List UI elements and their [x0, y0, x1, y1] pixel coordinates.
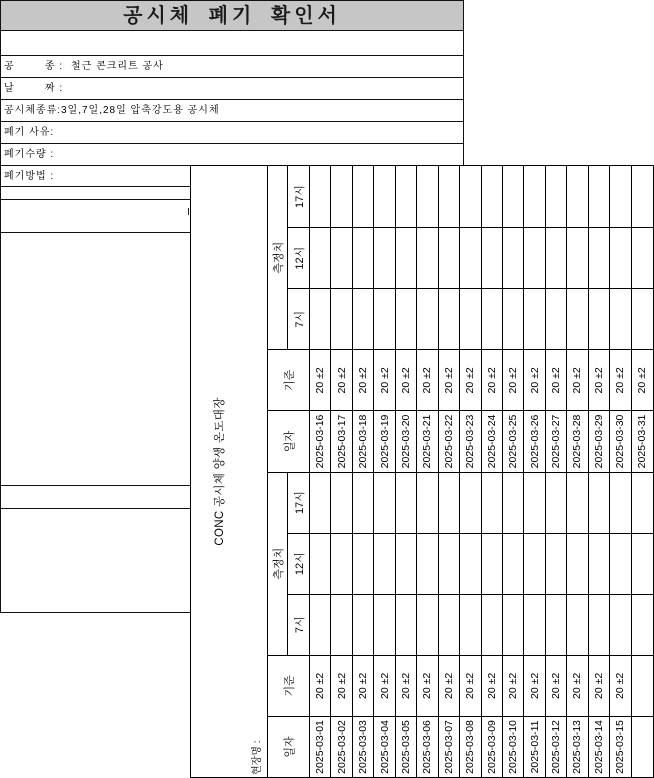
- hour-12-header-right: 12시: [288, 227, 310, 288]
- left-standard-cell: 20 ±2: [439, 655, 460, 716]
- left-standard-cell: 20 ±2: [524, 655, 545, 716]
- left-reading-17h-cell: [460, 472, 481, 533]
- left-date-cell: 2025-03-05: [396, 716, 417, 777]
- left-reading-7h-cell: [331, 594, 352, 655]
- right-reading-12h-cell: [503, 227, 524, 288]
- log-title: CONC 공시체 양생 온도대장: [214, 397, 226, 546]
- disposal-reason-label: 폐기 사유:: [4, 127, 55, 138]
- left-standard-cell: 20 ±2: [331, 655, 352, 716]
- work-type-value: 철근 콘크리트 공사: [71, 61, 164, 72]
- field-row-work-type: [1, 55, 463, 77]
- right-date-cell: 2025-03-24: [482, 410, 503, 471]
- left-reading-12h-cell: [524, 533, 545, 594]
- right-date-cell: 2025-03-31: [632, 410, 653, 471]
- right-reading-12h-cell: [589, 227, 610, 288]
- left-standard-cell: 20 ±2: [589, 655, 610, 716]
- left-reading-17h-cell: [524, 472, 545, 533]
- title-bar: [1, 1, 463, 31]
- field-row-specimen-type: [1, 99, 463, 121]
- right-standard-cell: 20 ±2: [439, 349, 460, 410]
- field-row-disposal-quantity: [1, 143, 463, 165]
- right-standard-cell: 20 ±2: [503, 349, 524, 410]
- left-reading-12h-cell: [632, 533, 653, 594]
- left-reading-17h-cell: [503, 472, 524, 533]
- left-reading-17h-cell: [439, 472, 460, 533]
- right-standard-cell: 20 ±2: [589, 349, 610, 410]
- right-standard-cell: 20 ±2: [567, 349, 588, 410]
- specimen-type-value: 3일,7일,28일 압축강도용 공시체: [61, 105, 220, 116]
- left-reading-7h-cell: [439, 594, 460, 655]
- hour-12-header-left: 12시: [288, 533, 310, 594]
- measured-header-left: 측정치: [268, 472, 288, 655]
- left-standard-cell: 20 ±2: [482, 655, 503, 716]
- right-reading-12h-cell: [460, 227, 481, 288]
- right-reading-12h-cell: [310, 227, 331, 288]
- left-reading-12h-cell: [610, 533, 631, 594]
- right-date-cell: 2025-03-20: [396, 410, 417, 471]
- right-reading-12h-cell: [439, 227, 460, 288]
- right-standard-cell: 20 ±2: [610, 349, 631, 410]
- right-reading-17h-cell: [331, 166, 352, 227]
- right-date-cell: 2025-03-26: [524, 410, 545, 471]
- hour-7-header-right: 7시: [288, 288, 310, 349]
- right-reading-17h-cell: [482, 166, 503, 227]
- left-reading-17h-cell: [331, 472, 352, 533]
- left-reading-12h-cell: [374, 533, 395, 594]
- right-reading-7h-cell: [310, 288, 331, 349]
- right-reading-7h-cell: [417, 288, 438, 349]
- right-date-cell: 2025-03-21: [417, 410, 438, 471]
- right-standard-cell: 20 ±2: [482, 349, 503, 410]
- left-reading-7h-cell: [524, 594, 545, 655]
- disposal-method-label: 폐기방법 :: [4, 171, 55, 182]
- left-reading-12h-cell: [567, 533, 588, 594]
- left-reading-17h-cell: [374, 472, 395, 533]
- right-date-cell: 2025-03-17: [331, 410, 352, 471]
- right-reading-12h-cell: [632, 227, 653, 288]
- right-reading-17h-cell: [546, 166, 567, 227]
- right-date-cell: 2025-03-18: [353, 410, 374, 471]
- left-reading-7h-cell: [460, 594, 481, 655]
- left-date-cell: 2025-03-01: [310, 716, 331, 777]
- left-reading-7h-cell: [567, 594, 588, 655]
- left-reading-7h-cell: [589, 594, 610, 655]
- right-standard-cell: 20 ±2: [524, 349, 545, 410]
- right-reading-7h-cell: [610, 288, 631, 349]
- left-date-cell: 2025-03-14: [589, 716, 610, 777]
- left-reading-12h-cell: [460, 533, 481, 594]
- left-reading-12h-cell: [310, 533, 331, 594]
- left-date-cell: [632, 716, 653, 777]
- left-reading-17h-cell: [353, 472, 374, 533]
- right-reading-7h-cell: [524, 288, 545, 349]
- right-standard-cell: 20 ±2: [546, 349, 567, 410]
- right-reading-12h-cell: [353, 227, 374, 288]
- right-reading-17h-cell: [503, 166, 524, 227]
- left-reading-12h-cell: [439, 533, 460, 594]
- right-reading-12h-cell: [482, 227, 503, 288]
- left-standard-cell: 20 ±2: [503, 655, 524, 716]
- left-reading-17h-cell: [417, 472, 438, 533]
- right-standard-cell: 20 ±2: [310, 349, 331, 410]
- site-name-label: 현장명 :: [252, 740, 263, 775]
- left-standard-cell: 20 ±2: [353, 655, 374, 716]
- right-reading-12h-cell: [396, 227, 417, 288]
- right-reading-12h-cell: [610, 227, 631, 288]
- date-label: 날 짜 :: [4, 83, 64, 94]
- right-reading-17h-cell: [524, 166, 545, 227]
- left-reading-7h-cell: [546, 594, 567, 655]
- left-reading-12h-cell: [503, 533, 524, 594]
- left-date-cell: 2025-03-10: [503, 716, 524, 777]
- date-header-left: 일자: [268, 716, 310, 777]
- right-date-cell: 2025-03-29: [589, 410, 610, 471]
- left-reading-17h-cell: [589, 472, 610, 533]
- right-reading-7h-cell: [374, 288, 395, 349]
- left-date-cell: 2025-03-15: [610, 716, 631, 777]
- left-reading-17h-cell: [546, 472, 567, 533]
- left-reading-7h-cell: [310, 594, 331, 655]
- right-reading-7h-cell: [353, 288, 374, 349]
- left-reading-17h-cell: [610, 472, 631, 533]
- right-reading-17h-cell: [589, 166, 610, 227]
- hour-7-header-left: 7시: [288, 594, 310, 655]
- specimen-type-label: 공시체종류:: [4, 105, 62, 116]
- left-reading-7h-cell: [482, 594, 503, 655]
- left-standard-cell: 20 ±2: [460, 655, 481, 716]
- left-date-cell: 2025-03-13: [567, 716, 588, 777]
- left-reading-17h-cell: [482, 472, 503, 533]
- left-reading-7h-cell: [632, 594, 653, 655]
- left-reading-12h-cell: [482, 533, 503, 594]
- right-reading-7h-cell: [460, 288, 481, 349]
- disposal-quantity-label: 폐기수량 :: [4, 149, 55, 160]
- left-reading-17h-cell: [310, 472, 331, 533]
- left-reading-7h-cell: [417, 594, 438, 655]
- right-reading-17h-cell: [610, 166, 631, 227]
- right-reading-17h-cell: [567, 166, 588, 227]
- field-row-date: [1, 77, 463, 99]
- field-row-disposal-reason: [1, 121, 463, 143]
- right-standard-cell: 20 ±2: [353, 349, 374, 410]
- right-reading-17h-cell: [396, 166, 417, 227]
- right-reading-7h-cell: [589, 288, 610, 349]
- left-date-cell: 2025-03-08: [460, 716, 481, 777]
- left-standard-cell: [632, 655, 653, 716]
- left-reading-12h-cell: [396, 533, 417, 594]
- right-reading-17h-cell: [374, 166, 395, 227]
- right-reading-17h-cell: [632, 166, 653, 227]
- standard-header-right: 기준: [268, 349, 310, 410]
- right-reading-7h-cell: [632, 288, 653, 349]
- left-reading-12h-cell: [331, 533, 352, 594]
- sheet-title: 공시체 폐기 확인서: [123, 4, 341, 27]
- left-reading-7h-cell: [353, 594, 374, 655]
- standard-header-left: 기준: [268, 655, 310, 716]
- left-standard-cell: 20 ±2: [310, 655, 331, 716]
- right-reading-12h-cell: [331, 227, 352, 288]
- hour-17-header-right: 17시: [288, 166, 310, 227]
- left-standard-cell: 20 ±2: [417, 655, 438, 716]
- right-reading-17h-cell: [439, 166, 460, 227]
- clipped-mark: [188, 208, 189, 215]
- left-date-cell: 2025-03-12: [546, 716, 567, 777]
- right-reading-12h-cell: [417, 227, 438, 288]
- right-reading-17h-cell: [353, 166, 374, 227]
- right-date-cell: 2025-03-16: [310, 410, 331, 471]
- right-date-cell: 2025-03-22: [439, 410, 460, 471]
- left-date-cell: 2025-03-09: [482, 716, 503, 777]
- left-reading-12h-cell: [589, 533, 610, 594]
- left-standard-cell: 20 ±2: [610, 655, 631, 716]
- right-date-cell: 2025-03-27: [546, 410, 567, 471]
- left-reading-7h-cell: [503, 594, 524, 655]
- right-standard-cell: 20 ±2: [374, 349, 395, 410]
- rotated-page: [190, 165, 654, 778]
- work-type-label: 공 종 :: [4, 61, 64, 72]
- right-standard-cell: 20 ±2: [417, 349, 438, 410]
- right-standard-cell: 20 ±2: [460, 349, 481, 410]
- right-reading-12h-cell: [546, 227, 567, 288]
- measured-header-right: 측정치: [268, 166, 288, 349]
- right-reading-7h-cell: [567, 288, 588, 349]
- left-reading-7h-cell: [610, 594, 631, 655]
- right-date-cell: 2025-03-23: [460, 410, 481, 471]
- left-standard-cell: 20 ±2: [546, 655, 567, 716]
- left-reading-12h-cell: [546, 533, 567, 594]
- curing-temperature-log-sheet[interactable]: [190, 165, 654, 778]
- right-reading-7h-cell: [331, 288, 352, 349]
- left-reading-17h-cell: [632, 472, 653, 533]
- date-header-right: 일자: [268, 410, 310, 471]
- left-date-cell: 2025-03-07: [439, 716, 460, 777]
- right-reading-7h-cell: [503, 288, 524, 349]
- right-reading-7h-cell: [482, 288, 503, 349]
- left-date-cell: 2025-03-11: [524, 716, 545, 777]
- left-standard-cell: 20 ±2: [396, 655, 417, 716]
- left-reading-7h-cell: [396, 594, 417, 655]
- left-date-cell: 2025-03-02: [331, 716, 352, 777]
- left-reading-7h-cell: [374, 594, 395, 655]
- right-date-cell: 2025-03-25: [503, 410, 524, 471]
- right-reading-7h-cell: [396, 288, 417, 349]
- left-standard-cell: 20 ±2: [567, 655, 588, 716]
- right-reading-7h-cell: [546, 288, 567, 349]
- right-standard-cell: 20 ±2: [396, 349, 417, 410]
- right-date-cell: 2025-03-30: [610, 410, 631, 471]
- curing-log-table: [267, 166, 653, 777]
- right-reading-17h-cell: [460, 166, 481, 227]
- left-reading-17h-cell: [396, 472, 417, 533]
- right-reading-12h-cell: [524, 227, 545, 288]
- right-standard-cell: 20 ±2: [331, 349, 352, 410]
- left-date-cell: 2025-03-03: [353, 716, 374, 777]
- left-date-cell: 2025-03-04: [374, 716, 395, 777]
- right-reading-12h-cell: [567, 227, 588, 288]
- right-reading-7h-cell: [439, 288, 460, 349]
- right-reading-17h-cell: [417, 166, 438, 227]
- right-reading-17h-cell: [310, 166, 331, 227]
- left-reading-12h-cell: [353, 533, 374, 594]
- right-standard-cell: 20 ±2: [632, 349, 653, 410]
- right-reading-12h-cell: [374, 227, 395, 288]
- left-date-cell: 2025-03-06: [417, 716, 438, 777]
- left-reading-12h-cell: [417, 533, 438, 594]
- left-reading-17h-cell: [567, 472, 588, 533]
- hour-17-header-left: 17시: [288, 472, 310, 533]
- right-date-cell: 2025-03-19: [374, 410, 395, 471]
- left-standard-cell: 20 ±2: [374, 655, 395, 716]
- right-date-cell: 2025-03-28: [567, 410, 588, 471]
